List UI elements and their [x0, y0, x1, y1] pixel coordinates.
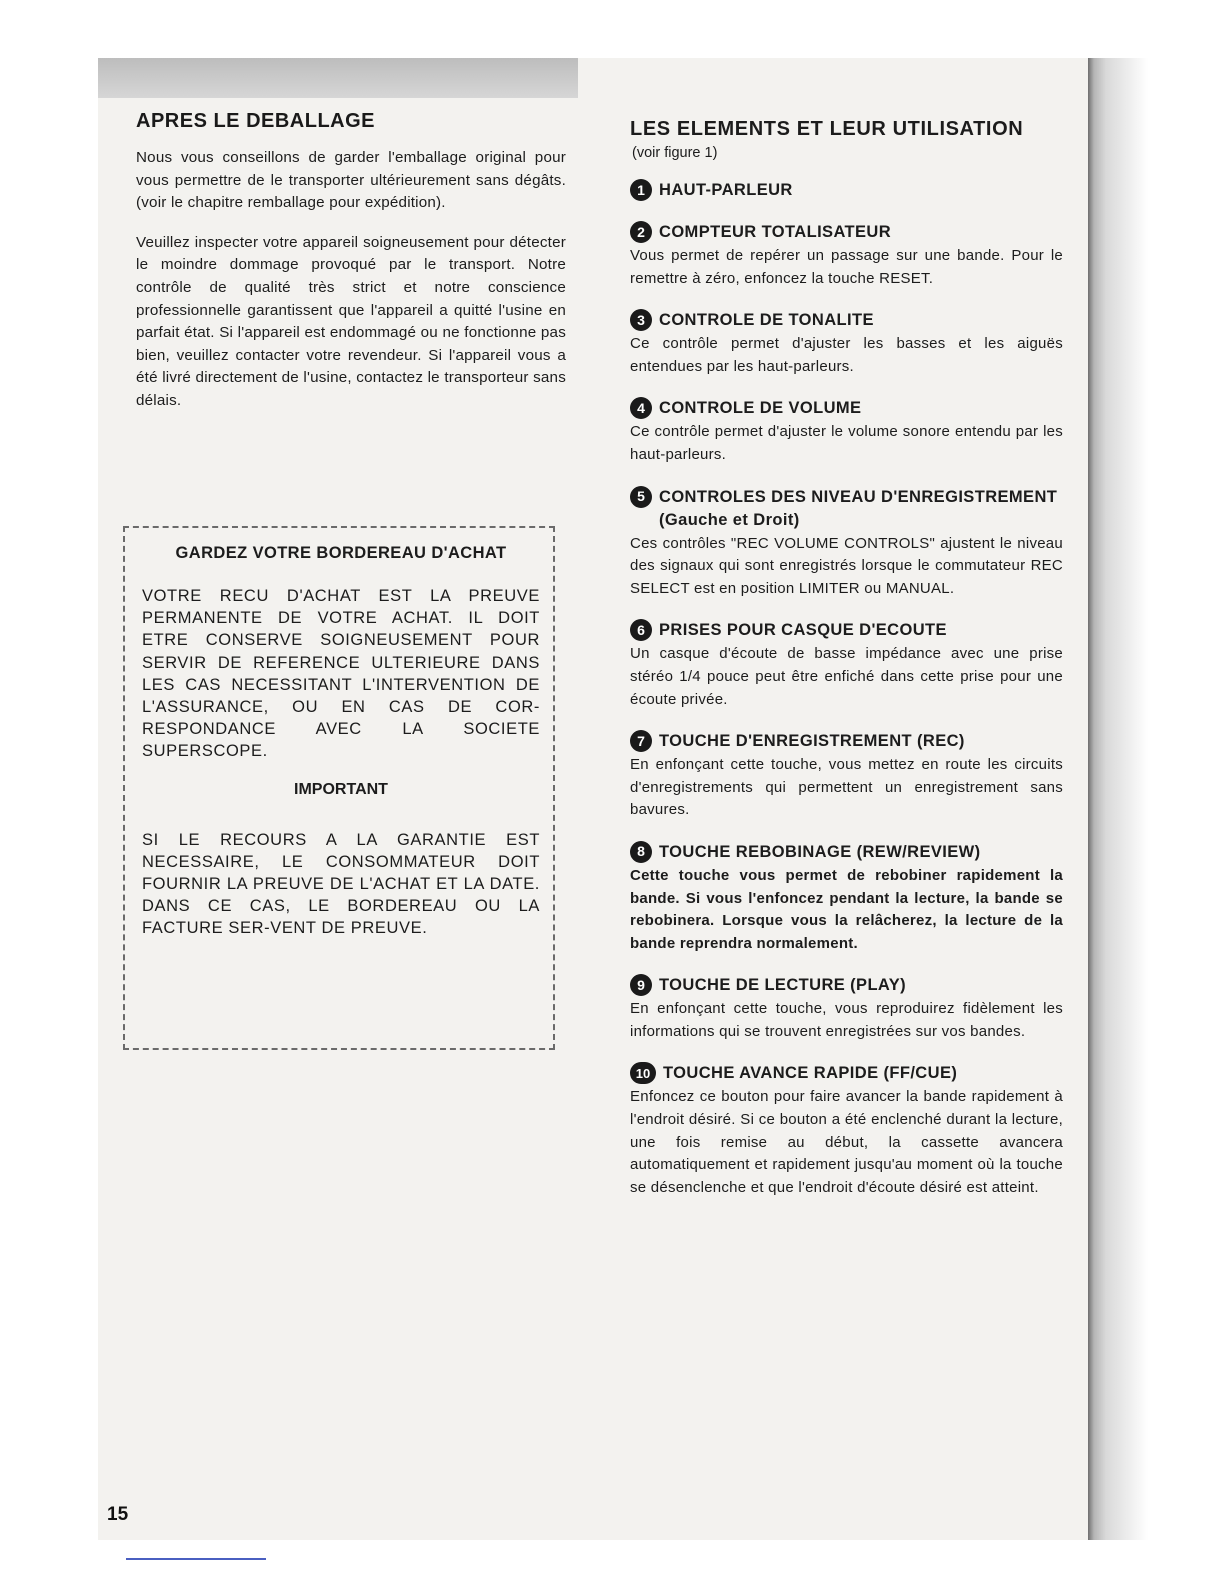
- number-badge-icon: 7: [630, 730, 652, 752]
- element-item: [630, 1062, 1063, 1199]
- element-description: En enfonçant cette touche, vous reproduirez fidèlement les informations qui se trouvent enregistrées sur vos bandes.: [630, 1000, 1063, 1040]
- element-description: Ce contrôle permet d'ajuster les basses et les aiguës entendues par les haut-parleurs.: [630, 335, 1063, 375]
- number-badge-icon: 4: [630, 397, 652, 419]
- number-badge-icon: 3: [630, 309, 652, 331]
- element-description: Enfoncez ce bouton pour faire avancer la bande rapidement à l'endroit désiré. Si ce bouton a été enclenché durant la lecture, une fois remise au début, la cassette avancera automatiquement et rapidement jusqu'au moment où la touche se désenclenche et que l'endroit d'écoute désiré est atteint.: [630, 1088, 1063, 1196]
- element-item: [630, 974, 1063, 1043]
- number-badge-icon: 6: [630, 619, 652, 641]
- element-title: CONTROLE DE VOLUME: [659, 399, 862, 418]
- element-description: Cette touche vous permet de rebobiner rapidement la bande. Si vous l'enfoncez pendant la lecture, la bande se rebobinera. Lorsque vous la relâcherez, la lecture de la bande reprendra normalement.: [630, 866, 1063, 952]
- left-column: [136, 110, 566, 430]
- element-title: HAUT-PARLEUR: [659, 181, 793, 199]
- element-description: Un casque d'écoute de basse impédance avec une prise stéréo 1/4 pouce peut être enfiché dans cette prise pour une écoute privée.: [630, 645, 1063, 708]
- element-description: Ces contrôles "REC VOLUME CONTROLS" ajustent le niveau des signaux qui sont enregistrés lorsque le commutateur REC SELECT est en position LIMITER ou MANUAL.: [630, 534, 1063, 597]
- element-item: [630, 221, 1063, 290]
- element-title: TOUCHE AVANCE RAPIDE (FF/CUE): [663, 1064, 958, 1083]
- right-subheading: (voir figure 1): [632, 145, 718, 161]
- right-heading: LES ELEMENTS ET LEUR UTILISATION: [630, 118, 1024, 140]
- element-description: Ce contrôle permet d'ajuster le volume sonore entendu par les haut-parleurs.: [630, 423, 1063, 463]
- number-badge-icon: 10: [630, 1062, 656, 1084]
- element-item: [630, 179, 1063, 202]
- left-heading: APRES LE DEBALLAGE: [136, 110, 376, 132]
- receipt-notice-content: [142, 542, 540, 940]
- number-badge-icon: 8: [630, 841, 652, 863]
- important-text: SI LE RECOURS A LA GARANTIE EST NECESSAIRE, LE CONSOMMATEUR DOIT FOURNIR LA PREUVE DE L'ACHAT ET LA DATE. DANS CE CAS, LE BORDEREAU OU LA FACTURE SER-VENT DE PREUVE.: [142, 830, 540, 938]
- element-item: [630, 619, 1063, 711]
- element-description: En enfonçant cette touche, vous mettez en route les circuits d'enregistrements qui permettent un enregistrement sans bavures.: [630, 756, 1063, 819]
- element-title: TOUCHE DE LECTURE (PLAY): [659, 976, 907, 995]
- important-label: IMPORTANT: [294, 780, 388, 798]
- element-title: CONTROLE DE TONALITE: [659, 311, 874, 330]
- element-item: [630, 730, 1063, 822]
- scan-binding-shadow: [1088, 58, 1224, 1540]
- element-title: PRISES POUR CASQUE D'ECOUTE: [659, 621, 947, 640]
- element-title: CONTROLES DES NIVEAU D'ENREGISTREMENT (Gauche et Droit): [659, 487, 1058, 529]
- right-column: [630, 116, 1063, 1218]
- receipt-notice-title: GARDEZ VOTRE BORDEREAU D'ACHAT: [175, 544, 507, 562]
- number-badge-icon: 1: [630, 179, 652, 201]
- scan-shadow-band: [98, 58, 578, 98]
- number-badge-icon: 9: [630, 974, 652, 996]
- left-paragraph-1: Nous vous conseillons de garder l'emballage original pour vous permettre de le transporter ultérieurement sans dégâts. (voir le chapitre remballage pour expédition).: [136, 149, 566, 212]
- number-badge-icon: 5: [630, 486, 652, 508]
- number-badge-icon: 2: [630, 221, 652, 243]
- page-number: 15: [107, 1504, 129, 1525]
- element-title: TOUCHE REBOBINAGE (REW/REVIEW): [659, 842, 981, 861]
- element-title: TOUCHE D'ENREGISTREMENT (REC): [659, 732, 965, 751]
- element-description: Vous permet de repérer un passage sur une bande. Pour le remettre à zéro, enfoncez la touche RESET.: [630, 247, 1063, 287]
- left-paragraph-2: Veuillez inspecter votre appareil soigneusement pour détecter le moindre dommage provoqué par le transport. Notre contrôle de qualité très strict et notre conscience professionnelle garantissent que l'appareil a quitté l'usine en parfait état. Si l'appareil est endommagé ou ne fonctionne pas bien, veuillez contacter votre revendeur. Si l'appareil vous a été livré directement de l'usine, contactez le transporteur sans délais.: [136, 233, 566, 409]
- element-title: COMPTEUR TOTALISATEUR: [659, 223, 892, 241]
- element-item: [630, 841, 1063, 955]
- element-item: [630, 397, 1063, 466]
- footer-rule: [126, 1558, 266, 1560]
- scanned-page: [98, 58, 1088, 1540]
- receipt-notice-text: VOTRE RECU D'ACHAT EST LA PREUVE PERMANENTE DE VOTRE ACHAT. IL DOIT ETRE CONSERVE SOIGNEUSEMENT POUR SERVIR DE REFERENCE ULTERIEURE DANS LES CAS NECESSITANT L'INTERVENTION DE L'ASSURANCE, OU EN CAS DE COR-RESPONDANCE AVEC LA SOCIETE SUPERSCOPE.: [142, 587, 540, 761]
- element-item: [630, 486, 1063, 601]
- element-item: [630, 309, 1063, 378]
